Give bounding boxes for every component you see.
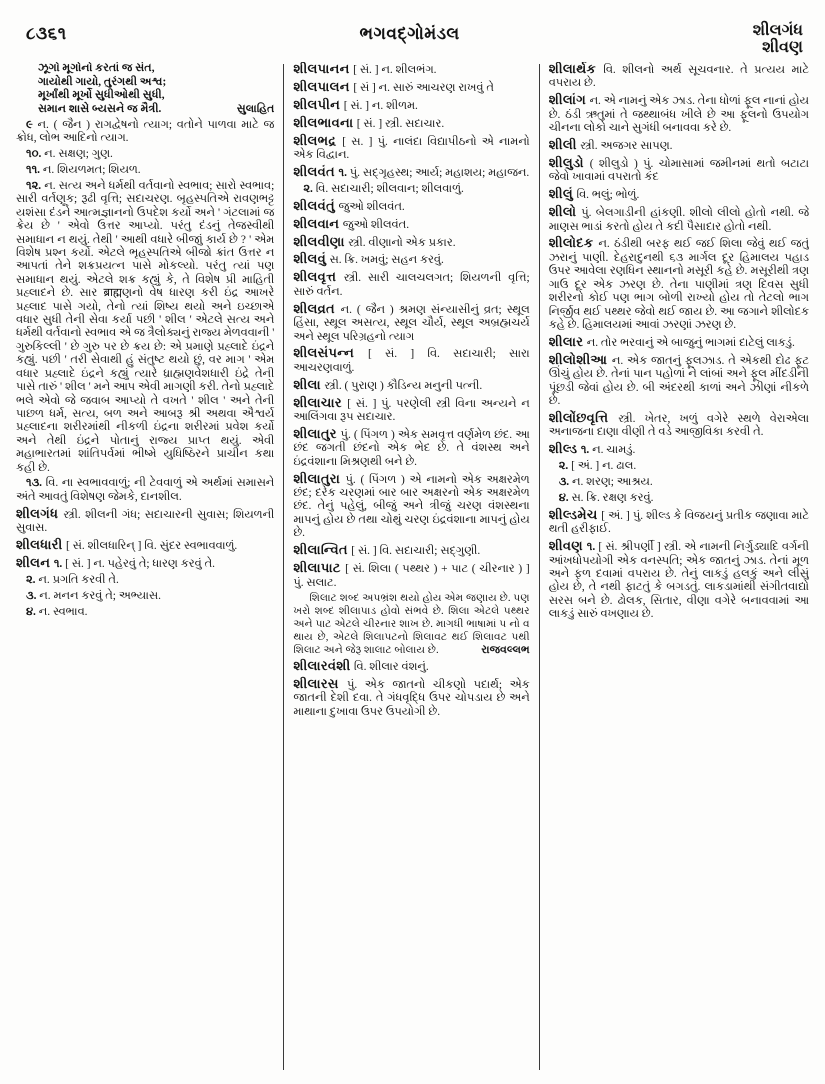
dictionary-entry[interactable] [293,134,529,163]
verse-line [16,103,274,117]
entry-headword[interactable]: શીલાપાટ [293,560,346,576]
dictionary-entry[interactable] [549,236,809,332]
book-title: ભગવદ્ગોમંડલ [359,24,460,43]
text-column-1 [16,62,283,1072]
entry-headword[interactable]: શીલવાન [293,215,343,231]
dictionary-entry[interactable] [293,116,529,131]
entry-definition: ન. ચામડું. [592,444,636,457]
text-column-2 [284,62,538,1072]
entry-headword[interactable]: શીલવંતું [293,197,339,213]
guide-words [753,14,803,56]
entry-headword[interactable]: શીલોંછવૃત્તિ [548,409,619,425]
dictionary-entry[interactable] [293,98,529,113]
entry-headword[interactable]: શીલધારી [16,537,66,553]
dictionary-entry[interactable] [293,677,529,719]
entry-headword[interactable]: શીલવીણા [293,233,349,249]
entry-definition: [ સં. ] ન. શીળમ. [343,99,418,112]
sense-block [16,477,274,504]
entry-note-text: શિલાટ શબ્દ અપભ્રંશ થયો હોય એમ જણાય છે. પણ ખરો શબ્દ શીલાપાડ હોવો સંભવે છે. શિલા એટલે પથ્થર અને પાટ એટલે ચીરનાર શાખ છે. માગધી ભાષામાં પ નો વ થાય છે, એટલે શિલાપટનો શિલાવટ થઈ શિલાવટ પથી શિલાટ અને જેરૂ શાલાટ બોલાય છે. [293,592,530,656]
verse-line-text: મૂર્ખાંથી મૂર્ખો સુધીઓથી સુધી, [38,89,165,102]
entry-definition: વિ. શીલાર વંશનું. [353,660,429,673]
entry-headword[interactable]: શીલો [548,204,582,220]
entry-headword[interactable]: શીલાતુર [293,425,341,441]
dictionary-entry[interactable] [549,539,809,621]
entry-definition: વિ. ભલું; ભોળું. [576,189,640,202]
entry-definition: [ સં. ] ન. શીલભંગ. [353,64,437,76]
entry-headword[interactable]: શીલવૃત્ત [293,269,344,285]
sense-number: ૧૨. [26,180,45,192]
entry-headword[interactable]: શીલભાવના [293,114,357,130]
entry-headword[interactable]: શીલપાલન [293,78,354,94]
text-column-3 [540,62,809,1072]
sense-block [549,460,809,473]
entry-headword[interactable]: શીલારસ [293,675,347,691]
entry-headword[interactable]: શીલા [293,376,325,392]
entry-headword[interactable]: શીલારવંશી [293,657,354,673]
verse-line-text: સમાન શાસે બ્યસને જ મૈત્રી. [38,102,162,115]
sense-block [16,180,274,475]
entry-definition: ન. ( જૈન ) શ્રમણ સંન્યાસીનું વ્રત; સ્થૂલ હિંસા, સ્થૂલ અસત્ય, સ્થૂલ ચૌર્ય, સ્થૂલ અબ્રહ્મચર્ય અને સ્થૂલ પરિગ્રહનો ત્યાગ [293,303,530,343]
entry-headword[interactable]: શીલવું [293,251,330,267]
entry-definition: વિ. શીલનો અર્થ સૂચવનાર. તે પ્રત્યય માટે વપરાય છે. [548,64,809,90]
entry-sense-number: ૧. [586,541,599,554]
sense-text: ન. શિયળમત; શિયળ. [42,164,141,177]
dictionary-entry[interactable] [293,543,529,558]
sense-number: ૪. [558,491,572,504]
dictionary-entry[interactable] [549,62,809,91]
dictionary-entry[interactable] [16,538,274,553]
dictionary-entry[interactable] [549,442,809,457]
verse-signature: સુલાહિત [236,102,275,115]
entry-definition: [ સં. શ્રીપર્ણી ] સ્ત્રી. એ નામની નિર્ગુડ્યાદિ વર્ગની આંખધોપયોગી એક વનસ્પતિ; એક જાતનું ઝાડ. તેનાં મૂળ અને ફળ દવામાં વપરાય છે. તેનું લાકડું હલકું અને લીસું હોય છે, તે નથી ફાટતું કે બગડતું. લાકડામાંથી સંગીતવાદ્યો સરસ બને છે. ઢોલક, સિતાર, વીણા વગેરે બનાવવામાં આ લાકડું સારું વખણાય છે. [548,541,809,621]
entry-definition: ન. એ નામનું એક ઝાડ. તેના ધોળાં ફૂલ નાનાં હોય છે. ઠંડી ઋતુમાં તે જથ્થાબંધ ખીલે છે આ ફૂલનો ઉપયોગ ચીનના લોકો ચાને સુગંધી બનાવવા કરે છે. [548,95,809,135]
sense-text: ન. મનન કરવું તે; અભ્યાસ. [39,589,162,602]
sense-number: ૧૩. [26,477,46,490]
entry-definition: સ્ત્રી. શીલની ગંધ; સદાચારની સુવાસ; શિયળની સુવાસ. [16,508,275,535]
sense-block [549,492,809,505]
dictionary-entry[interactable] [549,93,809,135]
sense-number: ૪. [26,605,39,618]
verse-line [16,89,274,103]
entry-definition: સ્ત્રી. અજગર સાપણ. [580,140,673,153]
sense-text: વિ. સદાચારી; શીલવાન; શીલવાળું. [315,182,464,195]
folio-number: ૮૩૬૧ [26,24,67,43]
sense-block [16,606,274,619]
dictionary-entry[interactable] [293,235,529,250]
entry-headword[interactable]: શીલોદક [548,235,599,251]
dictionary-entry[interactable] [293,199,529,214]
entry-headword[interactable]: શીલાર્થક [548,62,604,76]
entry-headword[interactable]: શીલસંપન્ન [293,345,368,361]
sense-text: ન. સત્ય અને ધર્મથી વર્તવાનો સ્વભાવ; સારો સ્વભાવ; સારી વર્તણૂક; રૂઢી વૃત્તિ; સદાચરણ. બૃહસ્પતિએ રાવણભટ્ટ યશંસા દંડને આત્મજ્ઞાનનો ઉપદેશ કર્યો અને ' ગંટલામાં જ ક્રેય છે ' એવો ઉત્તર આપ્યો. પરંતુ દંડનું તેજસ્વીથી સમાધાન ન થયું. તેથી ' આથી વધારે બીજાું કાર્ય છે ? ' એમ વિશેષ પ્રશ્ન કર્યો. એટલે ભૃહસ્પતિએ બીજો ક્રાંત ઉત્તર ન આપતાં તેને શક્રપ્રયત્ન પાસે મોકલ્યો. પરંતુ ત્યાં પણ સમાધાન થયું. એટલે શક્ર કહ્યું કે, તે વિશેષ પ્રી માહિતી પ્રહ્લાદને છે. સાર ब्राह्मણનો વેષ ધારણ કરી ઇંદ્ર આખરે પ્રહ્લાદ પાસે ગયો, તેનો ત્યાં શિષ્ય થયો અને ઇચ્છાએ વધાર સુધી તેની સેવા કર્યા પછી ' શીલ ' એટલે સત્ય અને ધર્મથી વર્તવાનો સ્વભાવ એ જ ત્રૈલોક્યનું રાજ્ય મેળવવાની ' ગુરુકિલ્લી ' છે ગુરુ પર છે ક્રય છે: એ પ્રમાણે પ્રહ્લાદે ઇંદ્રને કહ્યું. પછી ' તરી સેવાથી હું સંતુષ્ટ થયો છું, વર માગ ' એમ વધાર પ્રહ્લાદે ઇંદ્રને કહ્યું ત્યારે ધ્રાહ્મણવેશધારી ઇંદ્રે તેની પાસે તારું ' શીલ ' મને આપ એવી માગણી કરી. તેનો પ્રહ્લાદે ભલે એવો જે જવાબ આપ્યો તે વખતે ' શીલ ' અને તેની પાછળ ધર્મ, સત્ય, બળ અને આબરૂ શ્રી અથવા ઐશ્વર્ય પ્રહ્લાદના શરીરમાંથી નીકળી ઇંદ્રના શરીરમાં પ્રવેશ કર્યો અને તેથી ઇંદ્રને પોતાનું રાજ્ય પ્રાપ્ત થયું. એવી મહાભારતમાં શાંતિપર્વમાં ભીષ્મે યુધિષ્ઠિરને પ્રાચીન કથા કહી છે. [16,180,275,474]
entry-definition: પું. સદ્ગૃહસ્થ; આર્ય; મહાશય; મહાજન. [349,166,530,179]
verse-line-text: ઝૂગો મૂગોનો કરતાં જ સંત, [38,62,155,74]
sense-text: ન. પ્રગતિ કરવી તે. [38,573,119,586]
entry-headword[interactable]: શીલન [16,554,54,570]
sense-block [549,476,809,489]
dictionary-entry[interactable] [293,270,529,299]
entry-definition: સ. ક્રિ. ખમવું; સહન કરવું. [329,254,444,267]
entry-headword[interactable]: શીલ્ડમેચ [548,506,602,522]
entry-definition: [ અં. ] પું. શીલ્ડ કે વિજયનું પ્રતીક જણાવા માટે થતી હરીફાઈ. [548,509,809,536]
dictionary-entry[interactable] [293,302,529,344]
entry-definition: સ્ત્રી. વીણાનો એક પ્રકાર. [348,236,456,249]
entry-note [293,592,529,656]
entry-definition: [ સં. ] ન. પહેરવું તે; ધારણ કરવું તે. [65,557,215,570]
sense-number: ૨. [558,460,572,473]
sense-block [16,574,274,587]
dictionary-entry[interactable] [293,62,529,77]
sense-text: વિ. ના સ્વભાવવાળું; ની ટેવવાળું એ અર્થમાં સમાસને અંતે આવતું વિશેષણ જેમકે, દાનશીલ. [16,477,275,503]
dictionary-entry[interactable] [293,346,529,375]
entry-definition: સ્ત્રી. ખેતર, ખળું વગેરે સ્થળે વેરાએલા અનાજના દાણા વીણી તે વડે આજીવિકા કરવી તે. [548,412,809,439]
dictionary-entry[interactable] [16,556,274,571]
entry-definition: પું. ( પિંગળ ) એક સમવૃત્ત વર્ણમેળ છંદ. આ છંદ જગતી છંદનો એક ભેદ છે. તે વંશસ્થ અને ઇંદ્રવંશાના મિશ્રણથી બને છે. [293,428,530,468]
dictionary-entry[interactable] [293,217,529,232]
sense-block [16,590,274,603]
sense-text: [ અં. ] ન. ઢાલ. [571,460,637,473]
sense-number: ૨. [26,573,39,586]
entry-headword[interactable]: શીલવંત [293,163,339,179]
entry-sense-number: ૧. [53,557,66,570]
column-container [16,62,809,1072]
entry-definition: [ સ. ] પું. નાલંદા વિદ્યાપીઠનો એ નામનો એક વિદ્વાન. [293,135,530,162]
entry-headword[interactable]: શીલી [548,137,581,153]
entry-headword[interactable]: શીવણ [548,538,587,554]
entry-headword[interactable]: શીલું [548,186,577,202]
sense-number: ૧૧. [26,164,43,177]
entry-definition: ન. તોર ભરવાનું એ બાજુનું ભાગમાં દાટેલું લાકડું. [586,336,795,349]
sense-number: ૨. [303,182,316,195]
entry-definition: પું. બેલગાડીની હાંકણી. શીલો લીલો હોતો નથી. જે માણસ ભાડાં કરતો હોય તે કદી પૈસાદાર હોતો નથી. [548,207,809,233]
dictionary-entry[interactable] [293,659,529,674]
dictionary-entry[interactable] [293,427,529,469]
dictionary-entry[interactable] [549,156,809,185]
entry-headword[interactable]: શીલાર [548,333,587,349]
entry-definition: ન. એક જાતનું ફૂલઝાડ. તે એકથી દોઢ ફૂટ ઊંચું હોય છે. તેનાં પાન પહોળાં ને લાંબાં અને ફૂલ મીંદડીની પૂંછડી જેવાં હોય છે. બી અંદરથી કાળાં અને ઝીણાં નીકળે છે. [548,354,809,407]
guide-word-last: શીવણ [762,39,803,56]
entry-headword[interactable]: શીલુડો [548,154,590,170]
entry-definition: [ સં. ] સ્ત્રી. સદાચાર. [356,117,445,130]
verse-block [16,62,274,116]
entry-headword[interactable]: શીલપીન [293,96,344,112]
entry-headword[interactable]: શીલ્ડ [548,441,581,457]
entry-headword[interactable]: શીલોશીઆ [548,351,612,367]
entry-headword[interactable]: શીલપાનન [293,62,354,76]
verse-line [16,76,274,90]
entry-headword[interactable]: શીલભદ્ર [293,132,343,148]
entry-definition: જુઓ શીલવંત. [338,200,405,213]
dictionary-entry[interactable] [293,80,529,95]
entry-definition: સ્ત્રી. ( પુરાણ ) કૌડિન્ય મનુની પત્ની. [324,379,483,392]
sense-number: ૯ [26,118,38,131]
sense-text: ન. સ્વભાવ. [38,605,88,618]
entry-definition: [ સં ] ન. સારું આચરણ રાખવું તે [353,81,494,94]
entry-definition: સ્ત્રી. સારી ચાલચલગત; શિયળની વૃત્તિ; સારું વર્તન. [293,272,530,298]
verse-line-text: ગાયોથી ગાયો, તુરંગથી અશ્વ; [38,75,167,88]
running-head [16,14,809,62]
entry-headword[interactable]: શીલવ્રત [293,300,341,316]
sense-text: ન. સક્ષણ; ગુણ. [44,148,113,161]
entry-definition: પું. એક જાતનો ચીકણો પદાર્થ; એક જાતની દેશી દવા. તે ગંધવૃદ્ધિ ઉપર ચોપડાય છે અને માથાના દુખાવા ઉપર ઉપયોગી છે. [293,678,530,718]
dictionary-entry[interactable] [549,411,809,440]
sense-number: ૩. [26,589,40,602]
guide-word-first: શીલગંધ [752,22,803,39]
sense-text: સ. ક્રિ. રક્ષણ કરવું. [571,491,654,504]
dictionary-entry[interactable] [549,138,809,153]
dictionary-entry[interactable] [293,252,529,267]
sense-text: ન. શરણ; આશ્રય. [571,475,653,488]
entry-definition: [ સં. ] પું. પરણેલી સ્ત્રી વિના અન્યને ન આલિંગવા રૂપ સદાચાર. [293,397,530,424]
dictionary-entry[interactable] [293,472,529,541]
entry-definition: [ સં. ] વિ. સદાચારી; સદ્ગુણી. [351,545,481,558]
dictionary-entry[interactable] [549,187,809,202]
sense-number: ૧૦. [26,148,45,161]
dictionary-entry[interactable] [293,165,529,180]
sense-text: ન. ( જૈન ) રાગદ્વેષનો ત્યાગ; વતોને પાળવા માટે જ ક્રોધ, લોભ આદિનો ત્યાગ. [16,118,275,145]
entry-definition: પું. ( પિંગળ ) એ નામનો એક અક્ષરમેળ છંદ; દરેક ચરણમાં બાર બાર અક્ષરનો એક અક્ષરમેળ છંદ. તેનું પહેલું, બીજું અને ત્રીજું ચરણ વંશસ્થના માપનું હોય છે તથા ચોથું ચરણ ઇંદ્રવંશાના માપનું હોય છે. [293,473,530,540]
verse-line [16,62,274,76]
entry-definition: [ સં. શિલા ( પથ્થર ) + પાટ ( ચીરનાર ) ] પું. સલાટ. [293,563,530,589]
dictionary-entry[interactable] [293,378,529,393]
entry-sense-number: ૧. [338,166,350,179]
entry-note-signature: રાજવલ્લભ [481,643,530,656]
entry-headword[interactable]: શીલાન્વિત [293,542,352,558]
entry-headword[interactable]: શીલાચાર [293,394,348,410]
dictionary-entry[interactable] [16,507,274,536]
sense-block [16,119,274,146]
dictionary-entry[interactable] [293,396,529,425]
dictionary-entry[interactable] [549,205,809,234]
sense-block [293,183,529,196]
entry-definition: [ સં. શીલધારિન્ ] વિ. સુંદર સ્વભાવવાળું. [65,540,238,553]
dictionary-entry[interactable] [549,508,809,537]
entry-definition: જુઓ શીલવંત. [342,218,410,231]
dictionary-entry[interactable] [549,335,809,350]
sense-block [16,164,274,177]
dictionary-entry[interactable] [549,353,809,409]
entry-headword[interactable]: શીલાંગ [548,92,590,108]
entry-definition: [ સં. ] વિ. સદાચારી; સારા આચરણવાળું. [293,348,530,374]
sense-block [16,148,274,161]
entry-sense-number: ૧. [580,444,593,457]
entry-definition: ન. ઠંડીથી બરફ થઈ જઈ શિલા જેવું થઈ જતું ઝરાનું પાણી. દેહરાદુનથી ૬૩ માર્ગલ દૂર હિમાલય પહાડ ઉપર આવેલા રણધિન સ્થાનનો મસૂરી કહે છે. મસૂરીથી ત્રણ ગાઉ દૂર એક ઝરણ છે. તેના પાણીમાં ત્રણ દિવસ સુધી શરીરનો કોઈ પણ ભાગ બોળી રાખ્યો હોય તો તેટલો ભાગ નિર્જીવ થઈ પથ્થર જેવો થઈ જાય છે. આ જગાને શીલોદક કહે છે. હિમાલયમાં આવાં ઝરણાં ઝરણ છે. [548,238,809,331]
sense-number: ૩. [558,475,572,488]
entry-definition: ( શીલુડો ) પું. ચોમાસામાં જમીનમાં થતો બટાટા જેવો ખાવામાં વપરાતો કંદ [548,157,809,184]
entry-headword[interactable]: શીલાતુરા [293,470,346,486]
dictionary-entry[interactable] [293,561,529,590]
entry-headword[interactable]: શીલગંધ [16,505,64,521]
